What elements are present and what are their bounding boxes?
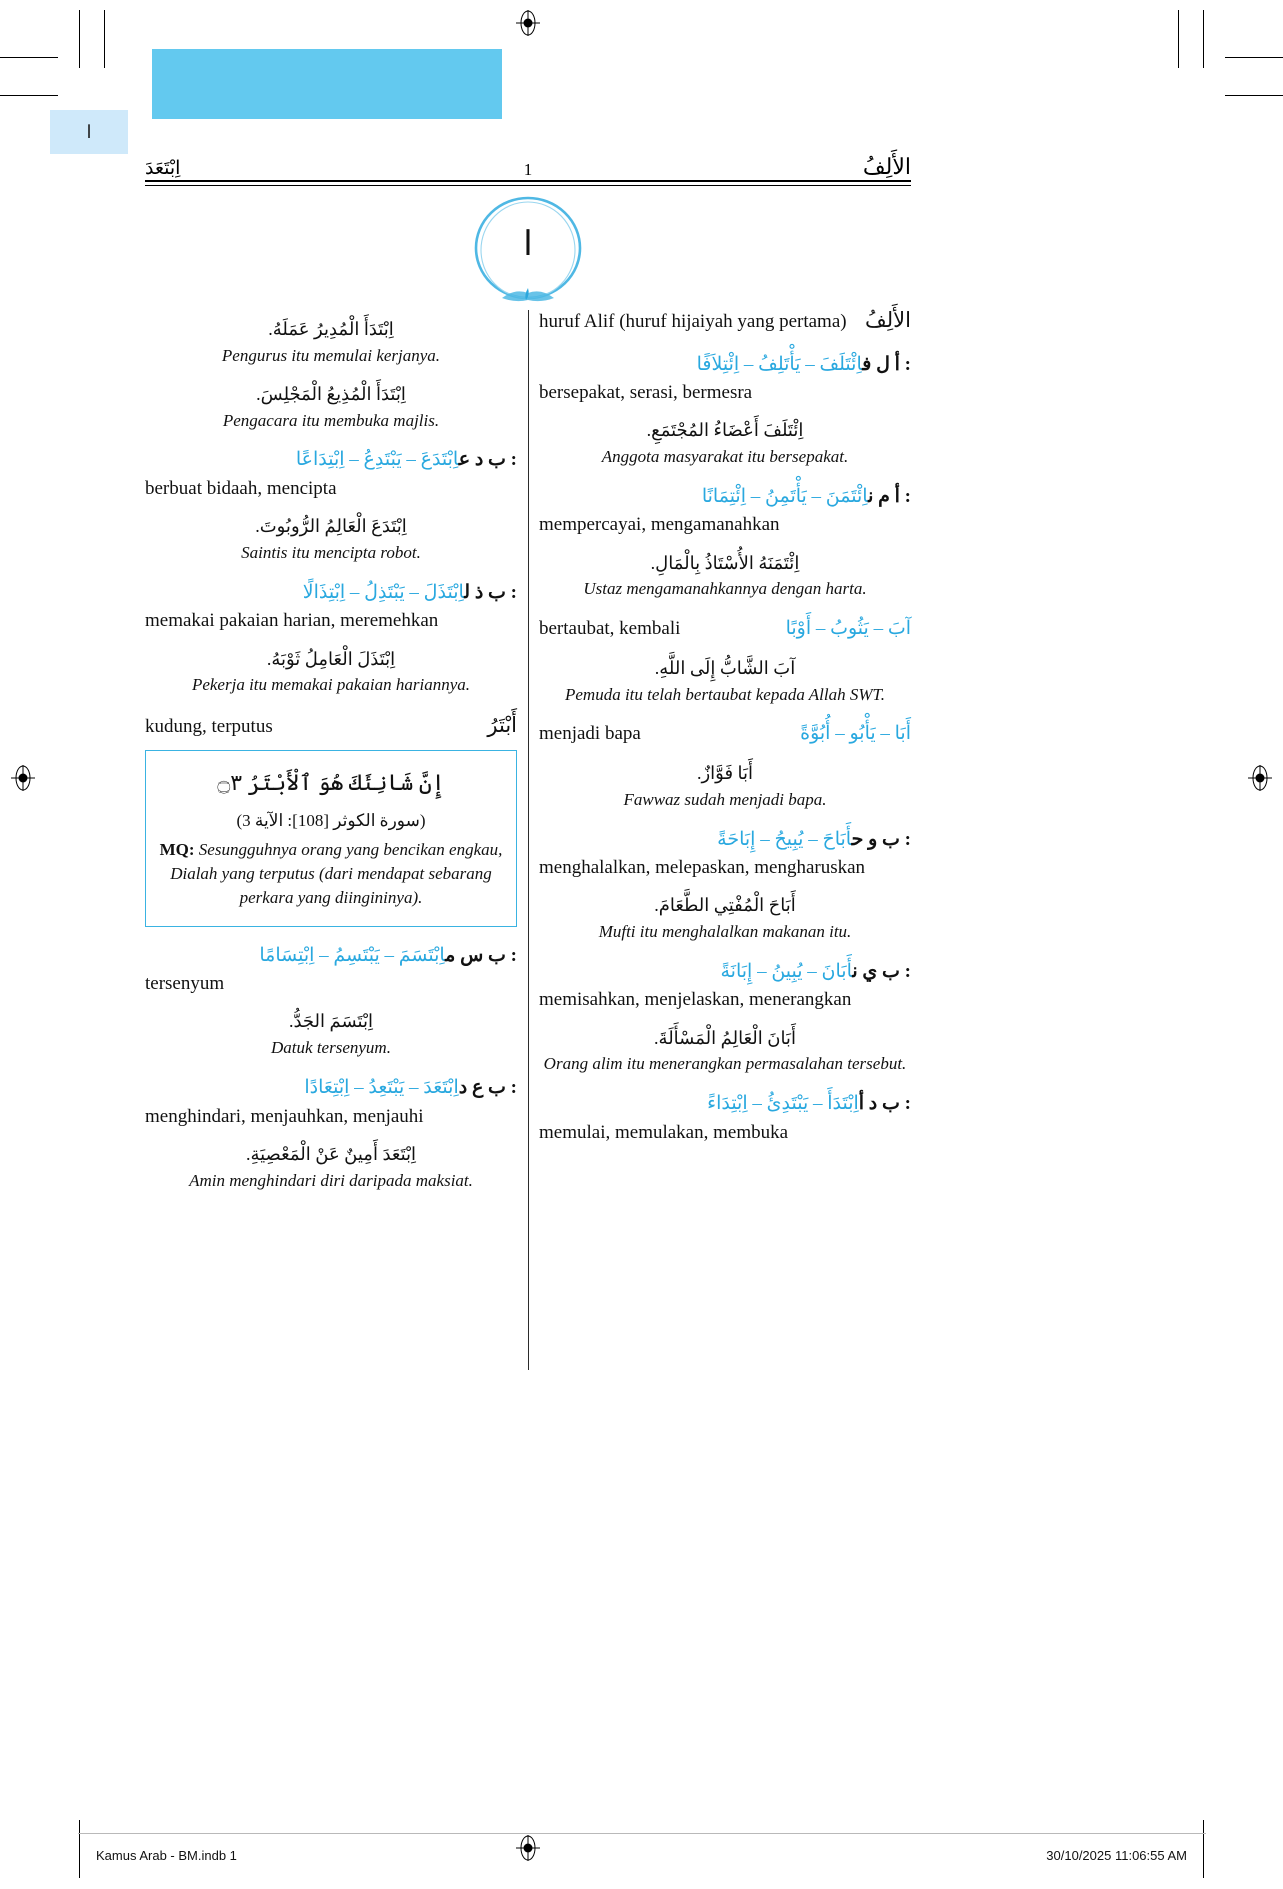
registration-mark-bottom (515, 1835, 541, 1861)
dictionary-entry[interactable] (539, 614, 911, 706)
entry-root: : أ ل ف (862, 353, 911, 375)
header-rule-thick (145, 180, 911, 182)
example-arabic: اِبْتَدَعَ الْعَالِمُ الرُّوبُوتَ. (255, 516, 407, 537)
quran-translation-text: Sesungguhnya orang yang bencikan engkau, Dialah yang terputus (dari mendapat sebarang perkara yang diingininya). (170, 840, 503, 908)
entry-headline (145, 445, 517, 474)
dictionary-entry[interactable] (145, 1073, 517, 1192)
ornament-letter: ا (523, 226, 533, 263)
registration-mark-top (515, 10, 541, 36)
crop-mark (1225, 57, 1283, 58)
crop-mark (1225, 95, 1283, 96)
dictionary-entry[interactable] (145, 710, 517, 927)
entry-conjugation: أَبَا – يَأْبُو – أُبُوَّةً (800, 723, 911, 745)
entry-conjugation: اِبْتَدَأَ – يَبْتَدِئُ – اِبْتِدَاءً (707, 1093, 859, 1115)
entry-headline (145, 941, 517, 970)
entry-headword: أَبْتَرُ (487, 713, 517, 738)
example-arabic: آبَ الشَّابُّ إِلَى اللَّهِ. (654, 657, 796, 678)
example-arabic: اِبْتَعَدَ أَمِينٌ عَنْ الْمَعْصِيَةِ. (245, 1143, 417, 1164)
running-head (145, 142, 911, 178)
crop-mark (1178, 10, 1179, 68)
example-arabic: أَبَا فَوَّازٌ. (696, 762, 754, 783)
example-malay: Pemuda itu telah bertaubat kepada Allah SWT. (565, 684, 885, 704)
entry-gloss: memisahkan, menjelaskan, menerangkan (539, 989, 852, 1011)
letter-ornament (455, 190, 601, 312)
entry-root: : أ م ن (868, 485, 911, 507)
entry-gloss: menghalalkan, melepaskan, mengharuskan (539, 857, 866, 879)
example-arabic: أَبَانَ الْعَالِمُ الْمَسْأَلَةَ. (654, 1027, 796, 1048)
entry-gloss: menghindari, menjauhkan, menjauhi (145, 1105, 424, 1127)
column-divider (528, 310, 529, 1370)
quran-translation (158, 838, 504, 909)
entry-headline (539, 719, 911, 748)
crop-mark (1203, 1820, 1204, 1878)
crop-mark (104, 10, 105, 68)
crop-mark (0, 57, 58, 58)
dictionary-entry[interactable] (539, 305, 911, 337)
entry-gloss: tersenyum (145, 973, 225, 995)
example-arabic: اِبْتَذَلَ الْعَامِلُ ثَوْبَهُ. (266, 648, 396, 669)
entry-gloss: mempercayai, mengamanahkan (539, 514, 780, 536)
entry-gloss: berbuat bidaah, mencipta (145, 477, 337, 499)
entry-conjugation-wrap (786, 614, 911, 643)
quran-translation-label: MQ: (159, 840, 195, 860)
entry-headline (539, 957, 911, 986)
example-malay: Datuk tersenyum. (271, 1038, 391, 1058)
dictionary-entry[interactable] (539, 957, 911, 1076)
entry-root: : ب س م (445, 944, 517, 966)
running-head-letter: الأَلِفُ (862, 154, 911, 179)
dictionary-entry[interactable] (145, 578, 517, 697)
quran-ayah: إِنَّ شَانِئَكَ هُوَ ٱلْأَبْتَرُ ۝٣ (217, 769, 445, 795)
footer-timestamp: 30/10/2025 11:06:55 AM (1046, 1848, 1187, 1863)
entry-headline (539, 1089, 911, 1118)
example-arabic: اِئْتَلَفَ أَعْضَاءُ المُجْتَمَعِ. (646, 420, 804, 441)
entry-gloss: kudung, terputus (145, 716, 273, 738)
example-malay: Pekerja itu memakai pakaian hariannya. (191, 675, 471, 695)
example-arabic: أَبَاحَ الْمُفْتِي الطَّعَامَ. (654, 895, 796, 916)
page-number: 1 (523, 160, 533, 179)
crop-mark (1203, 10, 1204, 68)
entry-root: : ب د أ (858, 1093, 911, 1115)
column-left (145, 305, 517, 1206)
entry-conjugation: اِبْتَدَعَ – يَبْتَدِعُ – اِبْتِدَاعًا (295, 449, 459, 471)
example-malay: Pengurus itu memulai kerjanya. (221, 345, 441, 365)
entry-conjugation: اِئْتَلَفَ – يَأْتَلِفُ – اِئْتِلاَفًا (696, 353, 863, 375)
entry-conjugation: اِبْتَذَلَ – يَبْتَذِلُ – اِبْتِذَالًا (302, 581, 465, 603)
example-malay: Orang alim itu menerangkan permasalahan tersebut. (543, 1054, 907, 1074)
example-arabic: اِبْتَدَأَ الْمُدِيرُ عَمَلَهُ. (268, 319, 394, 339)
example-malay: Anggota masyarakat itu bersepakat. (601, 446, 849, 466)
crop-mark (79, 10, 80, 68)
entry-conjugation: أَبَانَ – يُبِينُ – إِبَانَةً (720, 961, 853, 983)
example-malay: Ustaz mengamanahkannya dengan harta. (583, 579, 867, 599)
registration-mark-left (10, 765, 36, 791)
entry-conjugation-wrap (800, 719, 911, 748)
header-colour-bar (152, 49, 502, 119)
entry-gloss: huruf Alif (huruf hijaiyah yang pertama) (539, 311, 847, 332)
entry-conjugation: أَبَاحَ – يُبِيحُ – إِبَاحَةً (717, 828, 852, 850)
entry-headline (145, 578, 517, 607)
dictionary-entry[interactable] (539, 825, 911, 944)
entry-gloss: bersepakat, serasi, bermesra (539, 381, 753, 403)
registration-mark-right (1247, 765, 1273, 791)
entry-gloss: memulai, memulakan, membuka (539, 1121, 789, 1143)
entry-headline (539, 825, 911, 854)
entry-root: : ب و ح (851, 828, 911, 850)
dictionary-entry[interactable] (145, 941, 517, 1060)
column-right (539, 305, 911, 1159)
example-malay: Mufti itu menghalalkan makanan itu. (598, 922, 852, 942)
dictionary-entry[interactable] (539, 482, 911, 601)
example-arabic: اِئْتَمَنَهُ الأُسْتَاذُ بِالْمَالِ. (650, 552, 800, 573)
entry-gloss: memakai pakaian harian, meremehkan (145, 610, 439, 632)
header-rule-thin (145, 185, 911, 186)
footer-filename: Kamus Arab - BM.indb 1 (96, 1848, 237, 1863)
entry-headline (539, 350, 911, 379)
quran-citation-box (145, 750, 517, 927)
entry-conjugation: اِبْتَعَدَ – يَبْتَعِدُ – اِبْتِعَادًا (304, 1077, 459, 1099)
example-malay: Saintis itu mencipta robot. (241, 542, 421, 562)
entry-conjugation: اِئْتَمَنَ – يَأْتَمِنُ – اِئْتِمَانًا (701, 485, 869, 507)
entry-headline (145, 710, 517, 742)
example-malay: Amin menghindari diri daripada maksiat. (189, 1170, 473, 1190)
example-malay: Fawwaz sudah menjadi bapa. (623, 789, 827, 809)
footer-rule (78, 1833, 1206, 1834)
dictionary-entry[interactable] (539, 1089, 911, 1146)
entry-root: : ب د ع (458, 449, 517, 471)
example-arabic: اِبْتَسَمَ الجَدُّ. (288, 1011, 374, 1032)
crop-mark (0, 95, 58, 96)
entry-conjugation: آبَ – يَثُوبُ – أَوْبًا (785, 618, 911, 640)
example-arabic: اِبْتَدَأَ الْمُذِيعُ الْمَجْلِسَ. (256, 383, 406, 404)
quran-reference: (سورة الكوثر [108]: الآية 3) (236, 810, 426, 830)
dictionary-entry[interactable] (145, 445, 517, 564)
thumb-index-letter: ا (86, 121, 92, 142)
entry-headword: الأَلِفُ (865, 308, 911, 332)
entry-root: : ب ي ن (852, 961, 911, 983)
entry-gloss: menjadi bapa (539, 723, 641, 745)
entry-headline (145, 1073, 517, 1102)
entry-root: : ب ذ ل (464, 581, 517, 603)
dictionary-entry[interactable] (539, 719, 911, 811)
example-malay: Pengacara itu membuka majlis. (222, 410, 440, 430)
crop-mark (79, 1820, 80, 1878)
entry-root: : ب ع د (458, 1077, 517, 1099)
entry-headline (539, 614, 911, 643)
entry-continuation (145, 315, 517, 432)
thumb-index-tab (50, 110, 128, 154)
body-columns (145, 305, 911, 1385)
dictionary-entry[interactable] (539, 350, 911, 469)
entry-gloss: bertaubat, kembali (539, 618, 681, 640)
entry-headline (539, 305, 911, 337)
entry-conjugation: اِبْتَسَمَ – يَبْتَسِمُ – اِبْتِسَامًا (259, 944, 446, 966)
entry-headline (539, 482, 911, 511)
running-head-left: اِبْتَعَدَ (145, 158, 181, 179)
